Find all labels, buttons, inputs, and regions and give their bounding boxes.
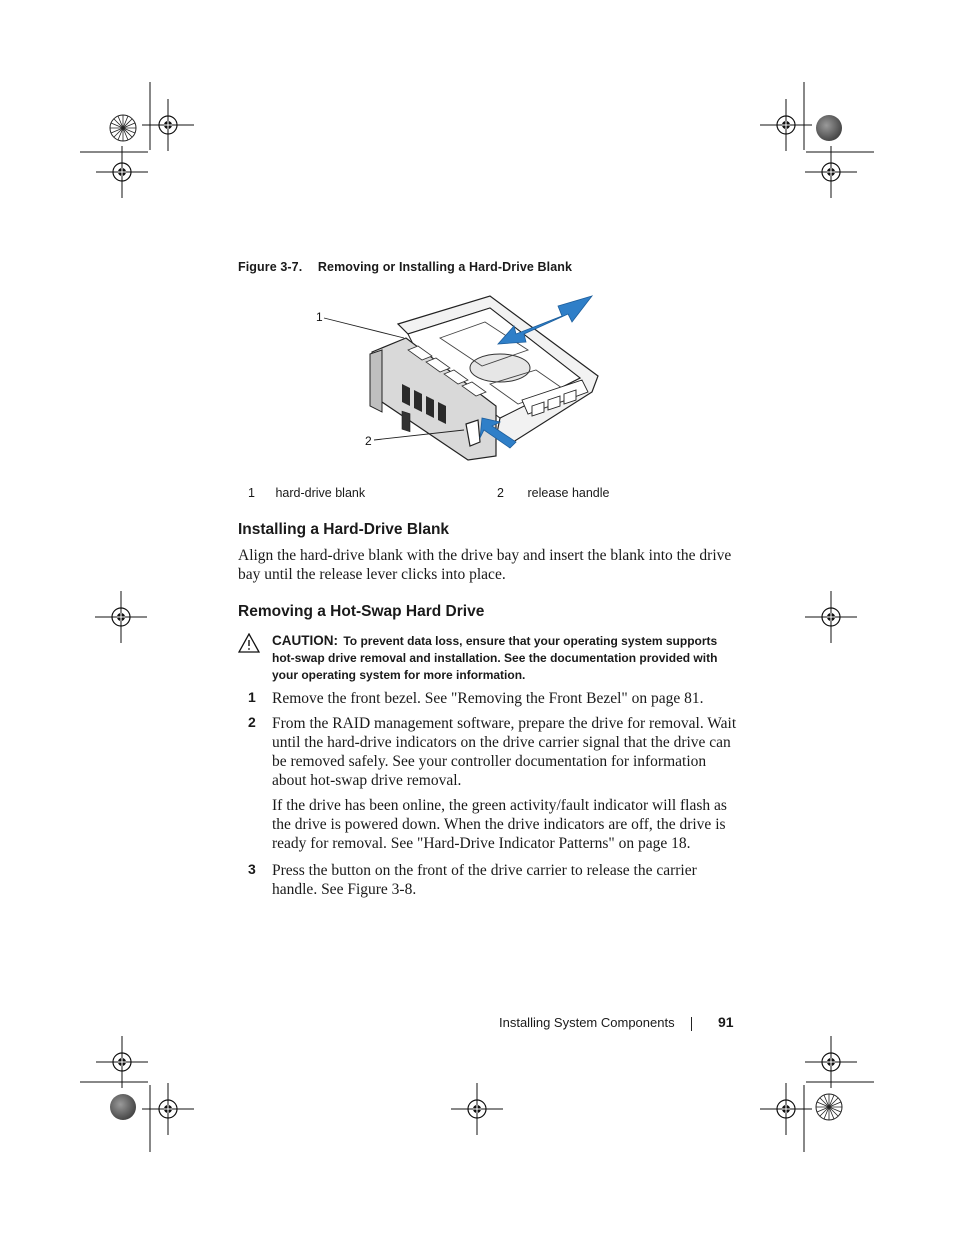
remove-heading: Removing a Hot-Swap Hard Drive [238,603,485,620]
step-1 [248,689,738,708]
legend-label: release handle [527,486,610,500]
step-text: Press the button on the front of the drive carrier to release the carrier handle. See Figure 3-8. [272,862,697,898]
figure-caption [238,260,572,274]
step-number: 2 [248,714,256,730]
step-number: 1 [248,689,256,705]
figure-title: Removing or Installing a Hard-Drive Blank [317,260,573,274]
caution-note [238,632,738,684]
legend-number: 1 [248,486,255,500]
caution-label: CAUTION: [272,633,338,648]
footer-section-title: Installing System Components [499,1015,675,1030]
legend-number: 2 [497,486,504,500]
legend-item-1 [248,486,365,500]
step-number: 3 [248,861,256,877]
center-disc [470,354,530,382]
step-text: Remove the front bezel. See "Removing the Front Bezel" on page 81. [272,690,704,707]
footer-divider [691,1017,692,1031]
install-heading: Installing a Hard-Drive Blank [238,521,450,538]
page-number: 91 [718,1014,734,1030]
caution-text: To prevent data loss, ensure that your operating system supports hot-swap drive removal and installation. See the documentation provided with your operating system for more information. [272,634,718,682]
step-2-continuation: If the drive has been online, the green activity/fault indicator will flash as the drive is powered down. When the drive indicators are off, the drive is ready for removal. See "Hard-Drive Indicator Patterns" on page 18. [272,797,727,852]
step-text: From the RAID management software, prepare the drive for removal. Wait until the hard-drive indicators on the drive carrier signal that the drive can be removed safely. See your controller documentation for information about hot-swap drive removal. [272,715,737,789]
step-3 [248,861,738,899]
callout-2: 2 [365,434,372,448]
step-2 [248,714,738,790]
caution-triangle-icon [238,633,260,653]
callout-1: 1 [316,310,323,324]
callout-line-1 [324,318,404,338]
hard-drive-blank-illustration [300,288,620,468]
legend-label: hard-drive blank [275,486,366,500]
legend-item-2 [497,486,610,500]
figure-number: Figure 3-7. [238,260,303,274]
install-paragraph: Align the hard-drive blank with the drive bay and insert the blank into the drive bay until the release lever clicks into place. [238,547,732,583]
